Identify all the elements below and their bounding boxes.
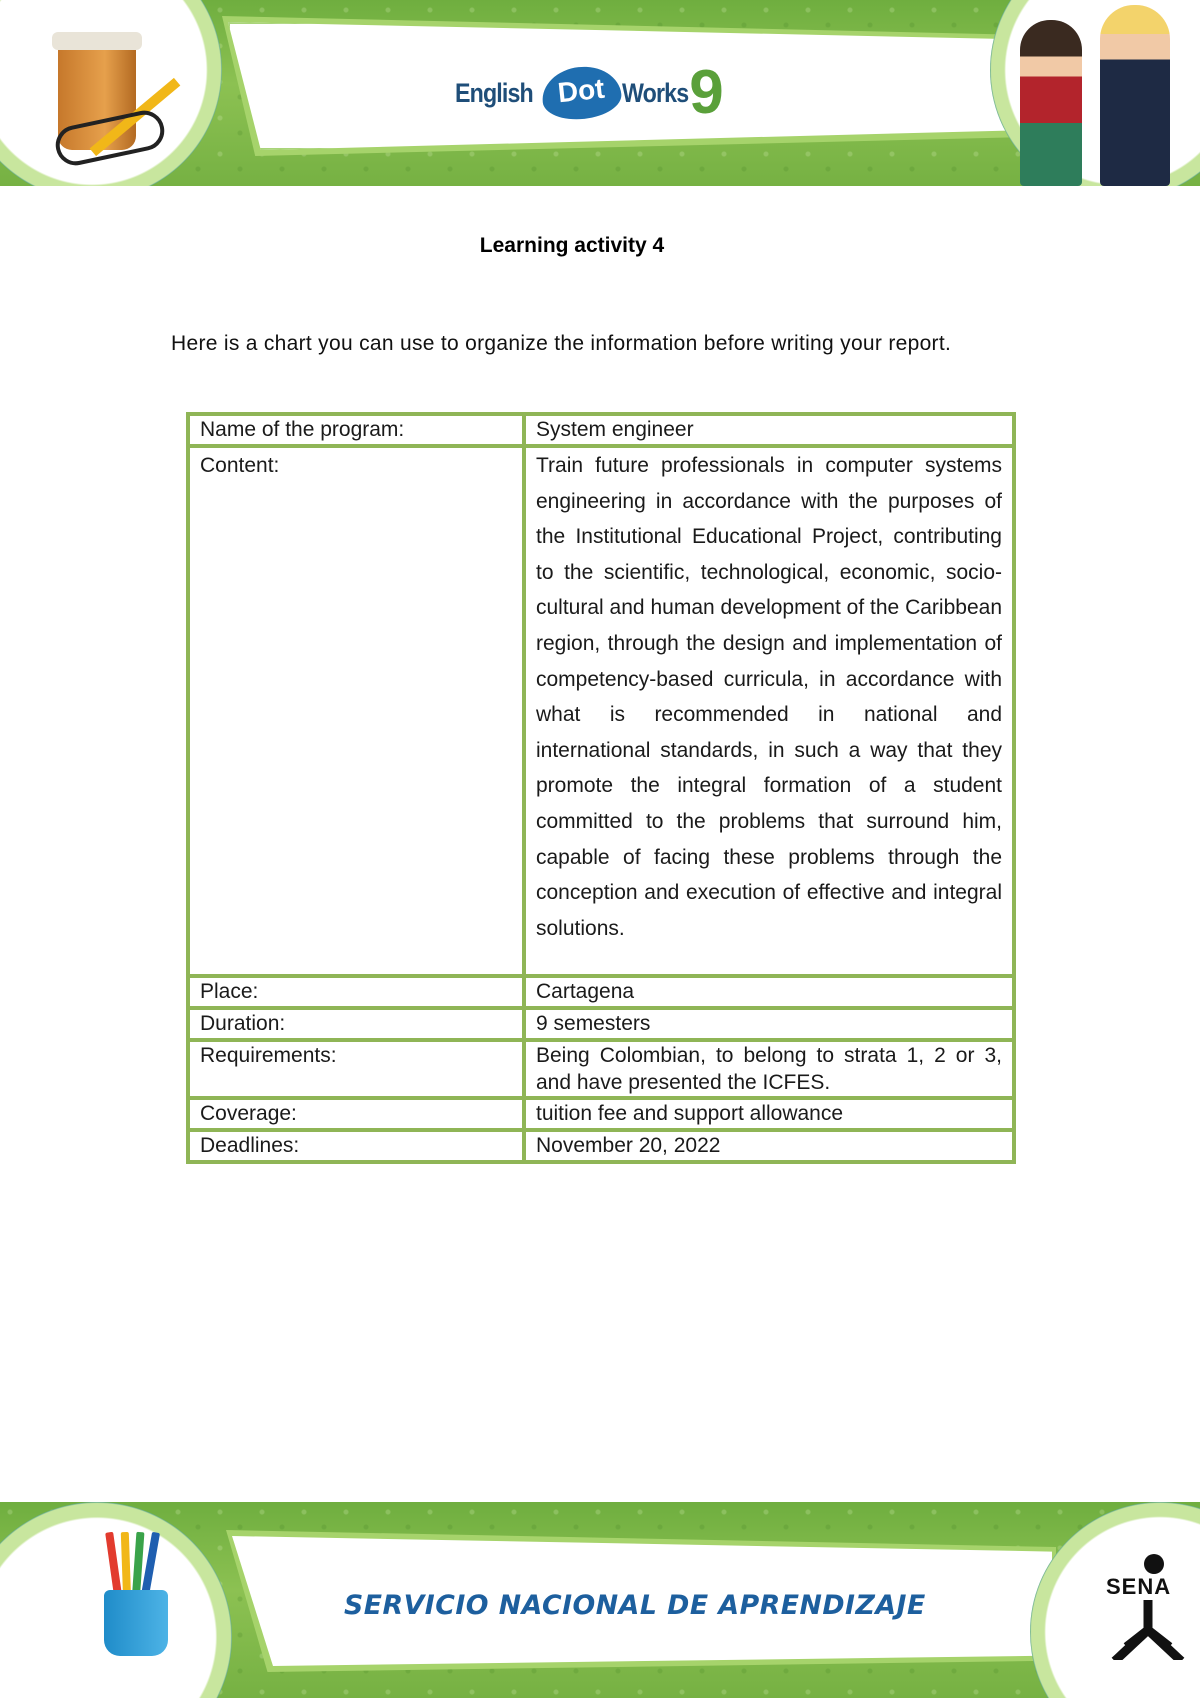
intro-paragraph: Here is a chart you can use to organize the information before writing your report. <box>171 332 952 355</box>
student-boy-figure <box>1100 5 1170 186</box>
pencil-pot-icon <box>86 1542 176 1662</box>
sena-person-icon <box>1100 1600 1196 1660</box>
table-row <box>188 1008 1014 1040</box>
row-label: Deadlines: <box>188 1130 524 1162</box>
program-info-table <box>186 412 1016 1164</box>
table-row <box>188 446 1014 976</box>
row-label: Place: <box>188 976 524 1008</box>
table-row <box>188 414 1014 446</box>
header-banner <box>0 0 1200 186</box>
row-value: 9 semesters <box>524 1008 1014 1040</box>
footer-title: SERVICIO NACIONAL DE APRENDIZAJE <box>344 1590 926 1621</box>
row-value: System engineer <box>524 414 1014 446</box>
logo-number: 9 <box>689 58 724 127</box>
row-label: Duration: <box>188 1008 524 1040</box>
sena-figure-icon <box>1144 1554 1164 1574</box>
row-label: Content: <box>188 446 524 976</box>
sena-logo-text: SENA <box>1106 1574 1172 1599</box>
logo-dot-bubble: Dot <box>539 63 623 123</box>
sena-logo <box>1100 1560 1196 1660</box>
logo-english-text: English <box>455 77 533 108</box>
row-value: tuition fee and support allowance <box>524 1098 1014 1130</box>
table-row <box>188 1098 1014 1130</box>
logo-works-text: Works <box>622 77 689 108</box>
row-value: November 20, 2022 <box>524 1130 1014 1162</box>
row-value: Being Colombian, to belong to strata 1, 2 or 3, and have presented the ICFES. <box>524 1040 1014 1098</box>
row-label: Requirements: <box>188 1040 524 1098</box>
row-label: Coverage: <box>188 1098 524 1130</box>
students-illustration <box>1010 0 1200 186</box>
row-label: Name of the program: <box>188 414 524 446</box>
table-row <box>188 976 1014 1008</box>
student-girl-figure <box>1020 20 1082 186</box>
table-row <box>188 1130 1014 1162</box>
table-row <box>188 1040 1014 1098</box>
english-dot-works-logo <box>455 58 724 128</box>
page-title: Learning activity 4 <box>479 234 665 257</box>
row-value: Cartagena <box>524 976 1014 1008</box>
footer-banner <box>0 1502 1200 1698</box>
row-value: Train future professionals in computer systems engineering in accordance with the purposes of the Institutional Educational Project, contributing to the scientific, technological, economic, socio-cultural and human development of the Caribbean region, through the design and implementation of competency-based curricula, in accordance with what is recommended in national and international standards, in such a way that they promote the integral formation of a student committed to the problems that surround him, capable of facing these problems through the conception and execution of effective and integral solutions. <box>524 446 1014 976</box>
